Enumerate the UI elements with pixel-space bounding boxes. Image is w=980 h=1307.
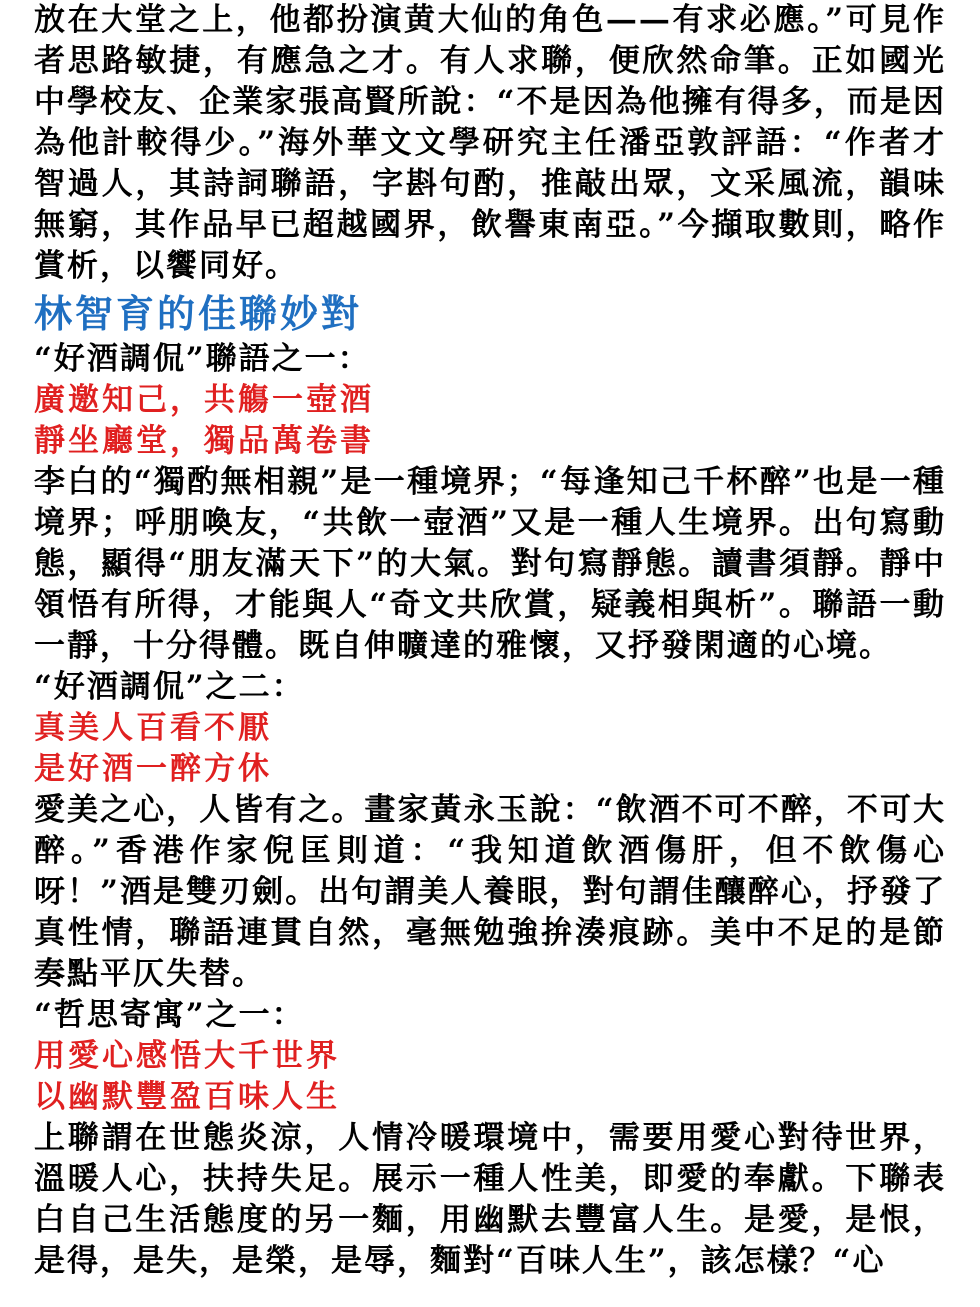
couplet-section-3 bbox=[34, 995, 946, 1282]
couplet-line-lower: 是好酒一醉方休 bbox=[34, 751, 272, 787]
couplet-label: “好酒調侃”聯語之一： bbox=[34, 341, 371, 377]
couplet-line-lower: 以幽默豐盈百味人生 bbox=[34, 1079, 340, 1115]
intro-paragraph: 放在大堂之上，他都扮演黄大仙的角色——有求必應。”可見作者思路敏捷，有應急之才。有人求聯，便欣然命筆。正如國光中學校友、企業家張高賢所說：“不是因為他擁有得多，而是因為他計較得少。”海外華文文學研究主任潘亞敦評語：“作者才智過人，其詩詞聯語，字斟句酌，推敲出眾，文采風流，韻味無窮，其作品早已超越國界，飲譽東南亞。”今擷取數則，略作賞析，以饗同好。 bbox=[34, 2, 946, 284]
couplet-label: “好酒調侃”之二： bbox=[34, 669, 305, 705]
couplet-commentary: 上聯謂在世態炎涼，人情冷暖環境中，需要用愛心對待世界，溫暖人心，扶持失足。展示一種人性美，即愛的奉獻。下聯表白自己生活態度的另一麵，用幽默去豐富人生。是愛，是恨，是得，是失，是榮，是辱，麵對“百味人生”，該怎樣？“心 bbox=[34, 1120, 946, 1279]
couplet-section-2 bbox=[34, 667, 946, 995]
couplet-label: “哲思寄寓”之一： bbox=[34, 997, 305, 1033]
couplet-line-lower: 靜坐廳堂，獨品萬卷書 bbox=[34, 423, 374, 459]
document-page bbox=[34, 0, 946, 1282]
couplet-line-upper: 真美人百看不厭 bbox=[34, 710, 272, 746]
couplet-commentary: 李白的“獨酌無相親”是一種境界；“每逢知己千杯醉”也是一種境界；呼朋喚友，“共飲一壺酒”又是一種人生境界。出句寫動態，顯得“朋友滿天下”的大氣。對句寫靜態。讀書須靜。靜中領悟有所得，才能與人“奇文共欣賞，疑義相與析”。聯語一動一靜，十分得體。既自伸曠達的雅懷，又抒發閑適的心境。 bbox=[34, 464, 946, 664]
couplet-line-upper: 廣邀知己，共觴一壺酒 bbox=[34, 382, 374, 418]
couplet-line-upper: 用愛心感悟大千世界 bbox=[34, 1038, 340, 1074]
section-heading: 林智育的佳聯妙對 bbox=[34, 292, 363, 336]
couplet-commentary: 愛美之心，人皆有之。畫家黃永玉說：“飲酒不可不醉，不可大醉。”香港作家倪匡則道：“我知道飲酒傷肝，但不飲傷心呀！”酒是雙刃劍。出句謂美人養眼，對句謂佳釀醉心，抒發了真性情，聯語連貫自然，毫無勉強拚湊痕跡。美中不足的是節奏點平仄失替。 bbox=[34, 792, 946, 992]
couplet-section-1 bbox=[34, 339, 946, 667]
